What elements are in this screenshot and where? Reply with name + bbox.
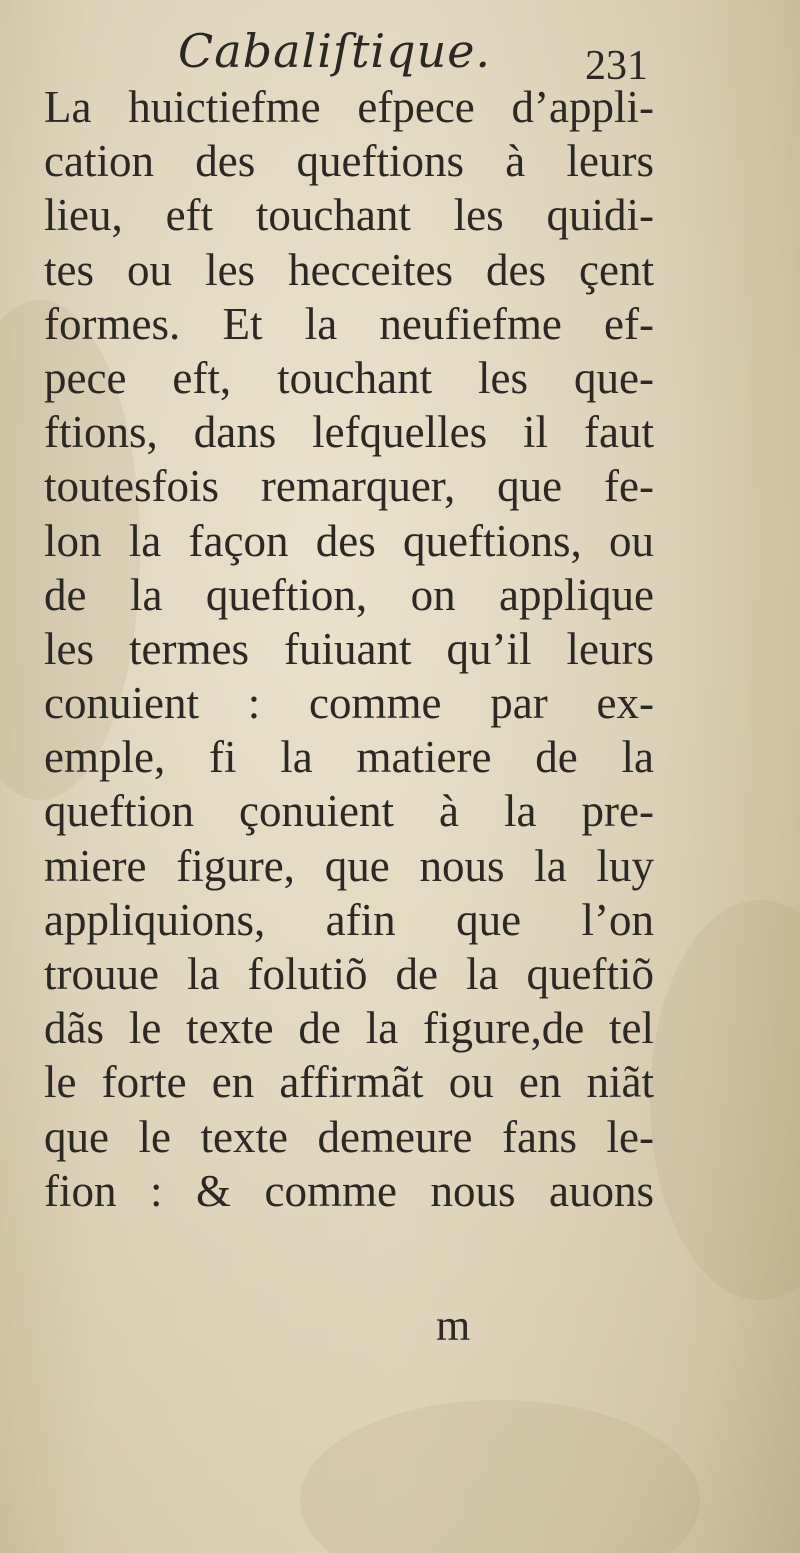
text-line: emple, fi la matiere de la (44, 732, 654, 783)
running-title: Cabaliſtique. (178, 24, 492, 78)
text-line: dãs le texte de la figure,de tel (44, 1003, 654, 1054)
text-line: formes. Et la neufiefme ef- (44, 298, 654, 349)
body-text (44, 80, 664, 1218)
text-line: cation des queftions à leurs (44, 136, 654, 187)
text-line: miere figure, que nous la luy (44, 840, 654, 891)
paper-stain (650, 900, 800, 1300)
text-line: pece eft, touchant les que- (44, 352, 654, 403)
text-line: La huictiefme efpece d’appli- (44, 82, 654, 132)
text-line: fion : & comme nous auons (44, 1165, 654, 1216)
text-line: les termes fuiuant qu’il leurs (44, 623, 654, 674)
text-line: ftions, dans lefquelles il faut (44, 407, 654, 458)
text-line: appliquions, afin que l’on (44, 894, 654, 945)
text-line: conuient : comme par ex- (44, 678, 654, 729)
text-line: le forte en affirmãt ou en niãt (44, 1057, 654, 1108)
text-line: tes ou les hecceites des çent (44, 244, 654, 295)
paper-stain (300, 1400, 700, 1553)
text-line: lon la façon des queftions, ou (44, 515, 654, 566)
text-line: lieu, eft touchant les quidi- (44, 190, 654, 241)
text-line: de la queftion, on applique (44, 569, 654, 620)
text-line: trouue la folutiõ de la queftiõ (44, 949, 654, 999)
text-line: toutesfois remarquer, que fe- (44, 461, 654, 512)
catchword: m (436, 1301, 471, 1350)
page-number: 231 (585, 43, 648, 89)
text-line: que le texte demeure fans le- (44, 1111, 654, 1162)
text-line: queftion çonuient à la pre- (44, 786, 654, 837)
